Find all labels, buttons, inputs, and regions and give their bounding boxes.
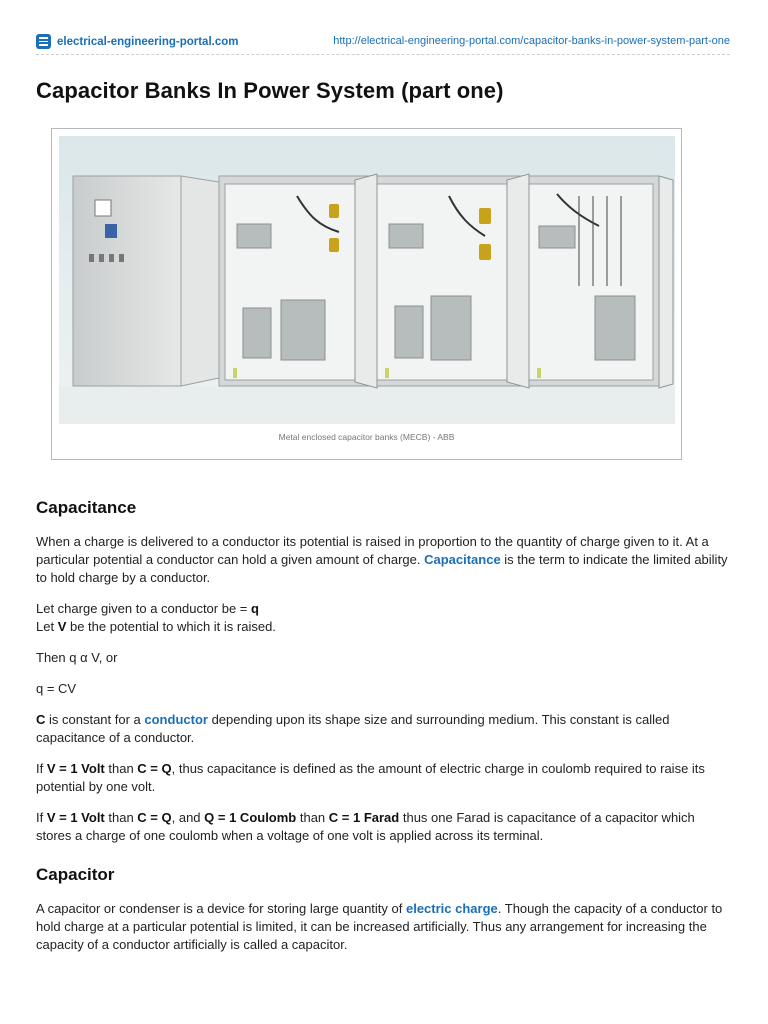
text-run: , thus capacitance is defined as the amount of electric charge in coulomb required to raise its potential by one volt. xyxy=(36,761,705,794)
site-link[interactable] xyxy=(36,34,239,49)
capacitor-paragraph-1 xyxy=(36,900,732,954)
capacitance-paragraph-3: Then q α V, or xyxy=(36,650,118,665)
top-header xyxy=(36,32,730,55)
text-run: be the potential to which it is raised. xyxy=(66,619,276,634)
capacitance-paragraph-4: q = CV xyxy=(36,681,77,696)
text-run: than xyxy=(296,810,329,825)
section-heading-capacitor: Capacitor xyxy=(36,865,115,884)
text-run: If xyxy=(36,761,47,776)
text-run: is constant for a xyxy=(45,712,145,727)
formula-run: V = 1 Volt xyxy=(46,761,105,776)
formula-run: C = 1 Farad xyxy=(328,810,400,825)
capacitance-paragraph-2 xyxy=(36,600,732,636)
capacitance-link[interactable]: Capacitance xyxy=(424,552,501,567)
capacitance-paragraph-5 xyxy=(36,711,732,747)
article-figure xyxy=(51,128,682,460)
formula-run: Q = 1 Coulomb xyxy=(204,810,297,825)
text-run: Let charge given to a conductor be = xyxy=(36,601,252,616)
capacitor-bank-photo xyxy=(59,136,675,424)
text-run: than xyxy=(104,761,138,776)
formula-run: C = Q xyxy=(137,810,172,825)
article-body xyxy=(36,498,732,954)
symbol-q: q xyxy=(251,601,259,616)
capacitance-paragraph-1 xyxy=(36,533,732,587)
capacitance-paragraph-7 xyxy=(36,809,732,845)
capacitance-paragraph-6 xyxy=(36,760,732,796)
document-list-icon xyxy=(36,34,51,49)
conductor-link[interactable]: conductor xyxy=(144,712,208,727)
symbol-c: C xyxy=(36,712,46,727)
text-run: depending upon its shape size and surrounding medium. This constant is called capacitance of a conductor. xyxy=(36,712,670,745)
figure-caption: Metal enclosed capacitor banks (MECB) - ABB xyxy=(278,432,455,442)
text-run: When a charge is delivered to a conductor its potential is raised in proportion to the quantity of charge given to it. At a particular potential a conductor can hold a given amount of charge. xyxy=(36,534,709,567)
site-name: electrical-engineering-portal.com xyxy=(57,35,239,48)
text-run: A capacitor or condenser is a device for storing large quantity of xyxy=(36,901,406,916)
text-run: is the term to indicate the limited ability to hold charge by a conductor. xyxy=(36,552,728,585)
formula-run: V = 1 Volt xyxy=(46,810,105,825)
electric-charge-link[interactable]: electric charge xyxy=(405,901,498,916)
page-title: Capacitor Banks In Power System (part one) xyxy=(36,78,504,103)
text-run: Let xyxy=(36,619,58,634)
text-run: If xyxy=(36,810,47,825)
formula-run: C = Q xyxy=(137,761,172,776)
symbol-v: V xyxy=(57,619,67,634)
section-heading-capacitance: Capacitance xyxy=(36,498,137,517)
text-run: , and xyxy=(171,810,205,825)
page-url-link[interactable]: http://electrical-engineering-portal.com/capacitor-banks-in-power-system-part-one xyxy=(333,35,730,47)
text-run: thus one Farad is capacitance of a capacitor which stores a charge of one coulomb when a voltage of one volt is applied across its terminal. xyxy=(36,810,695,843)
text-run: than xyxy=(104,810,138,825)
text-run: . Though the capacity of a conductor to hold charge at a particular potential is limited, it can be increased artificially. Thus any arrangement for increasing the capacity of a conductor artificially is called a capacitor. xyxy=(36,901,723,952)
